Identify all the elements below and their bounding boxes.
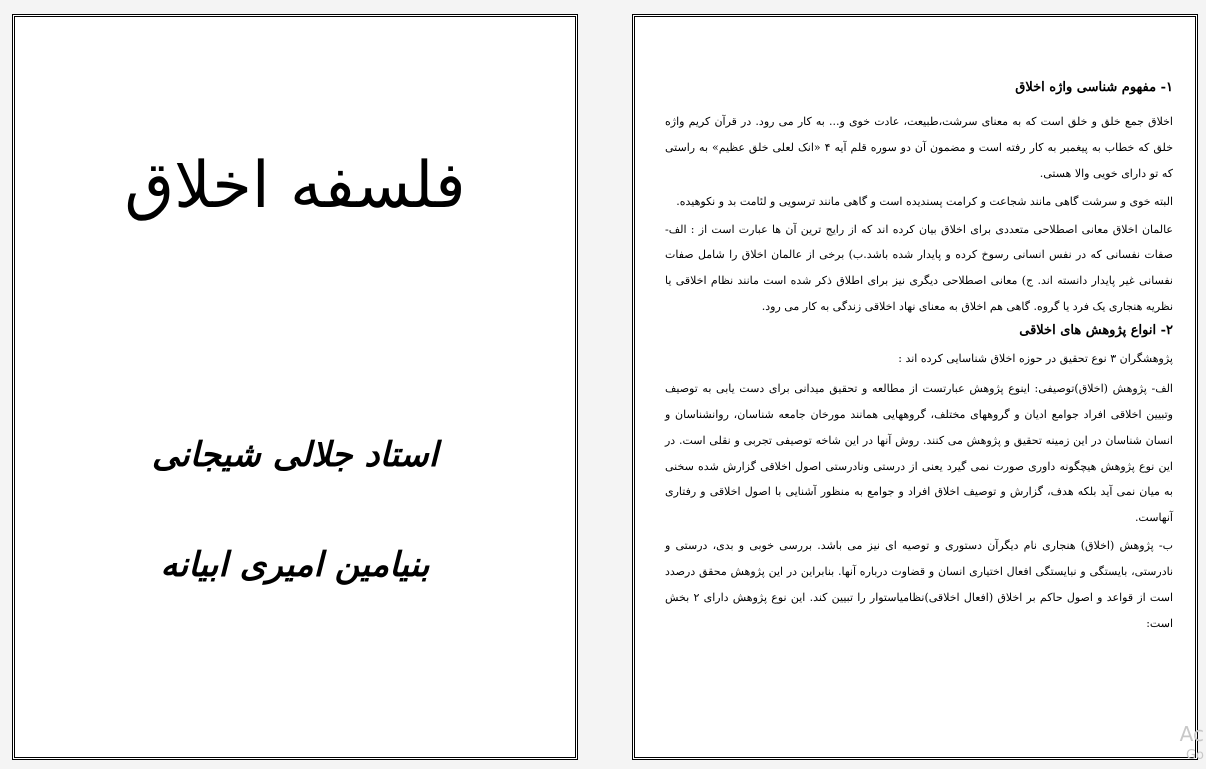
paragraph-2: البته خوی و سرشت گاهی مانند شجاعت و کرامت پسندیده است و گاهی مانند ترسویی و لئامت بد و نکوهیده. <box>676 194 1173 208</box>
activation-watermark-line-2: Go <box>1185 748 1204 763</box>
paragraph-3: عالمان اخلاق معانی اصطلاحی متعددی برای اخلاق بیان کرده اند که از رایج ترین آن ها عبارت است از : الف- صفات نفسانی که در نفس انسانی رسوخ کرده و پایدار شده باشد.ب) برخی از عالمان اخلاق را شامل صفات نفسانی غیر پایدار دانسته اند. ج) معانی اصطلاحی دیگری نیز برای اطلاق ذکر شده است مانند نظام اخلاقی یا نظریه هنجاری یک فرد یا گروه. گاهی هم اخلاق به معنای نهاد اخلاقی زندگی به کار می رود. <box>665 222 1173 314</box>
cover-page <box>12 14 578 760</box>
cover-student-name: بنیامین امیری ابیانه <box>160 545 430 585</box>
content-body <box>665 79 1173 638</box>
paragraph-6: ب- پژوهش (اخلاق) هنجاری نام دیگرآن دستوری و توصیه ای نیز می باشد. بررسی خوبی و بدی، درستی و نادرستی، بایستگی و نبایستگی افعال اختیاری انسان و قضاوت درباره آنها. بنابراین در این پژوهش محقق درصدد است از قواعد و اصول حاکم بر اخلاق (افعال اخلاقی)نظامیاستوار را تبیین کند. این نوع پژوهش دارای ۲ بخش است: <box>665 539 1173 630</box>
paragraph-1: اخلاق جمع خلق و خلق است که به معنای سرشت،طبیعت، عادت خوی و... به کار می رود. در قرآن کریم واژه خلق که خطاب به پیغمبر به کار رفته است و مضمون آن دو سوره قلم آیه ۴ «انک لعلی خلق عظیم» به راستی که تو دارای خویی والا هستی. <box>665 115 1174 180</box>
paragraph-4: پژوهشگران ۳ نوع تحقیق در حوزه اخلاق شناسایی کرده اند : <box>898 352 1173 366</box>
section-heading-1: ۱- مفهوم شناسی واژه اخلاق <box>1015 80 1173 95</box>
content-page <box>632 14 1198 760</box>
activation-watermark-line-1: Ac <box>1179 722 1204 746</box>
cover-author-name: استاد جلالی شیجانی <box>151 435 439 475</box>
section-heading-2: ۲- انواع پژوهش های اخلاقی <box>1019 322 1173 338</box>
paragraph-5: الف- پژوهش (اخلاق)توصیفی: اینوع پژوهش عبارتست از مطالعه و تحقیق میدانی برای دست یابی به توصیف وتبیین اخلاقی افراد جوامع ادیان و گروههای مختلف، گروههایی همانند مورخان جامعه شناسان، روانشناسان و انسان شناسان در این زمینه تحقیق و پژوهش می کنند. روش آنها در این شاخه توصیفی تجربی و نقلی است. در این نوع پژوهش هیچگونه داوری صورت نمی گیرد یعنی از درستی ونادرستی اصول اخلاقی گزارش شده سخنی به میان نمی آید بلکه هدف، گزارش و توصیف اخلاق افراد و جوامع به منظور آشنایی با اصول اخلاقی و رفتاری آنهاست. <box>665 381 1173 525</box>
cover-title: فلسفه اخلاق <box>124 149 466 223</box>
